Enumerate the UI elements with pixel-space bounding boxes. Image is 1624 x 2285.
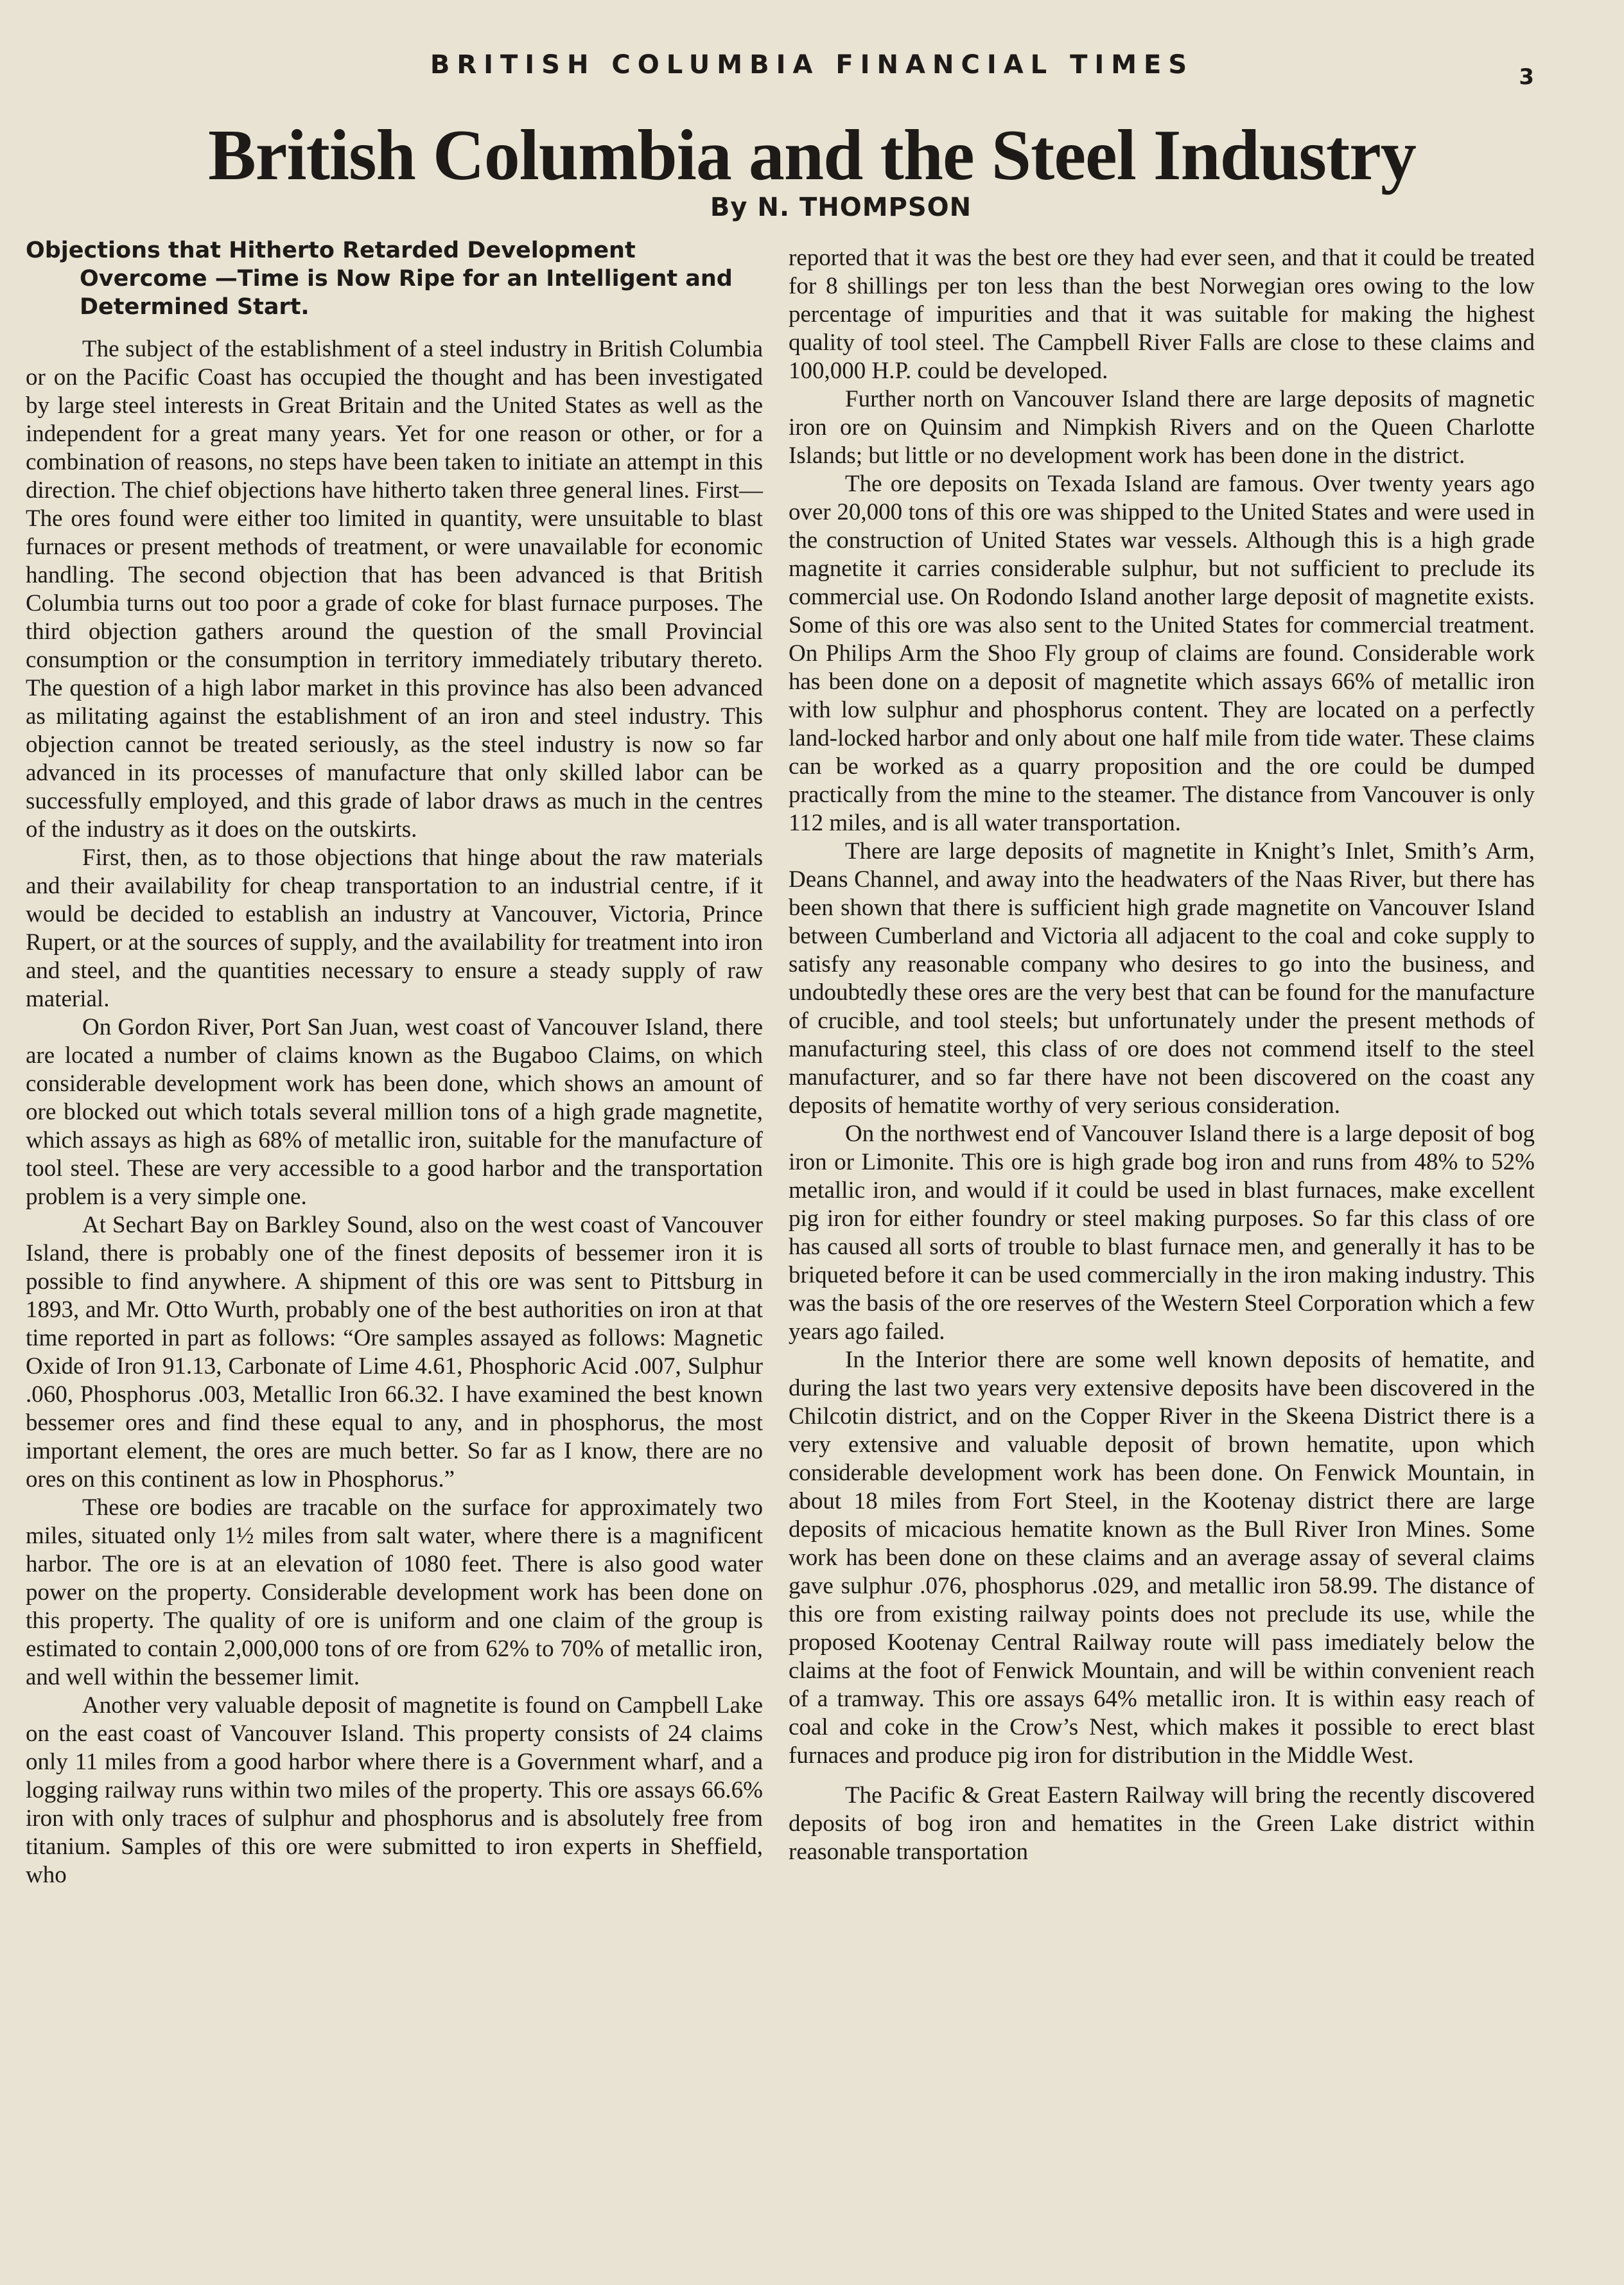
- page-number: 3: [1519, 64, 1534, 90]
- left-column: [26, 236, 763, 1889]
- right-column: [789, 244, 1535, 1866]
- paragraph: At Sechart Bay on Barkley Sound, also on the west coast of Vancouver Island, there is probably one of the finest deposits of bessemer iron it is possible to find anywhere. A shipment of this ore was sent to Pittsburg in 1893, and Mr. Otto Wurth, probably one of the best authorities on iron at that time reported in part as follows: “Ore samples assayed as follows: Magnetic Oxide of Iron 91.13, Carbonate of Lime 4.61, Phosphoric Acid .007, Sulphur .060, Phosphorus .003, Metallic Iron 66.32. I have examined the best known bessemer ores and find these equal to any, and in phosphorus, the most important element, the ores are much better. So far as I know, there are no ores on this continent as low in Phosphorus.”: [26, 1212, 763, 1493]
- paragraph: On Gordon River, Port San Juan, west coast of Vancouver Island, there are located a number of claims known as the Bugaboo Claims, on which considerable development work has been done, which shows an amount of ore blocked out which totals several million tons of a high grade magnetite, which assays as high as 68% of metallic iron, suitable for the manufacture of tool steel. These are very accessible to a good harbor and the transportation problem is a very simple one.: [26, 1014, 763, 1210]
- paragraph: There are large deposits of magnetite in Knight’s Inlet, Smith’s Arm, Deans Channel, and away into the headwaters of the Naas River, but there has been shown that there is sufficient high grade magnetite on Vancouver Island between Cumberland and Victoria all adjacent to the coal and coke supply to satisfy any reasonable company who desires to go into the business, and undoubtedly these ores are the very best that can be found for the manufacture of crucible, and tool steels; but unfortunately under the present methods of manufacturing steel, this class of ore does not commend itself to the steel manufacturer, and so far there have not been discovered on the coast any deposits of hematite worthy of very serious consideration.: [789, 838, 1535, 1119]
- byline: By N. THOMPSON: [710, 193, 972, 222]
- paragraph: Another very valuable deposit of magnetite is found on Campbell Lake on the east coast of Vancouver Island. This property consists of 24 claims only 11 miles from a good harbor where there is a Government wharf, and a logging railway runs within two miles of the property. This ore assays 66.6% iron with only traces of sulphur and phosphorus and is absolutely free from titanium. Samples of this ore were submitted to iron experts in Sheffield, who: [26, 1692, 763, 1888]
- article-title: British Columbia and the Steel Industry: [208, 116, 1416, 195]
- paragraph: First, then, as to those objections that hinge about the raw materials and their availability for cheap transportation to an industrial centre, if it would be decided to establish an industry at Vancouver, Victoria, Prince Rupert, or at the sources of supply, and the availability for treatment into iron and steel, and the quantities necessary to ensure a steady supply of raw material.: [26, 845, 763, 1012]
- paragraph: On the northwest end of Vancouver Island there is a large deposit of bog iron or Limonite. This ore is high grade bog iron and runs from 48% to 52% metallic iron, and would if it could be used in blast furnaces, make excellent pig iron for either foundry or steel making purposes. So far this class of ore has caused all sorts of trouble to blast furnace men, and generally it has to be briqueted before it can be used commercially in the iron making industry. This was the basis of the ore reserves of the Western Steel Corporation which a few years ago failed.: [789, 1121, 1535, 1345]
- paragraph: The Pacific & Great Eastern Railway will bring the recently discovered deposits of bog iron and hematites in the Green Lake district within reasonable transportation: [789, 1782, 1535, 1865]
- paragraph: These ore bodies are tracable on the surface for approximately two miles, situated only 1½ miles from salt water, where there is a magnificent harbor. The ore is at an elevation of 1080 feet. There is also good water power on the property. Considerable development work has been done on this property. The quality of ore is uniform and one claim of the group is estimated to contain 2,000,000 tons of ore from 62% to 70% of metallic iron, and well within the bessemer limit.: [26, 1494, 763, 1690]
- paragraph: Further north on Vancouver Island there are large deposits of magnetic iron ore on Quinsim and Nimpkish Rivers and on the Queen Charlotte Islands; but little or no development work has been done in the district.: [789, 386, 1535, 469]
- subhead: Objections that Hitherto Retarded Development Overcome —Time is Now Ripe for an Intelligent and Determined Start.: [26, 238, 733, 320]
- paragraph: In the Interior there are some well known deposits of hematite, and during the last two years very extensive deposits have been discovered in the Chilcotin district, and on the Copper River in the Skeena District there is a very extensive and valuable deposit of brown hematite, upon which considerable development work has been done. On Fenwick Mountain, in about 18 miles from Fort Steel, in the Kootenay district there are large deposits of micacious hematite known as the Bull River Iron Mines. Some work has been done on these claims and an average assay of several claims gave sulphur .076, phosphorus .029, and metallic iron 58.99. The distance of this ore from existing railway points does not preclude its use, while the proposed Kootenay Central Railway route will pass imediately below the claims at the foot of Fenwick Mountain, and will be within convenient reach of a tramway. This ore assays 64% metallic iron. It is within easy reach of coal and coke in the Crow’s Nest, which makes it possible to erect blast furnaces and produce pig iron for distribution in the Middle West.: [789, 1347, 1535, 1769]
- paragraph: The ore deposits on Texada Island are famous. Over twenty years ago over 20,000 tons of this ore was shipped to the United States and were used in the construction of United States war vessels. Although this is a high grade magnetite it carries considerable sulphur, but not sufficient to preclude its commercial use. On Rodondo Island another large deposit of magnetite exists. Some of this ore was also sent to the United States for commercial treatment. On Philips Arm the Shoo Fly group of claims are found. Considerable work has been done on a deposit of magnetite which assays 66% of metallic iron with low sulphur and phosphorus content. They are located on a perfectly land-locked harbor and only about one half mile from tide water. These claims can be worked as a quarry proposition and the ore could be dumped practically from the mine to the steamer. The distance from Vancouver is only 112 miles, and is all water transportation.: [789, 471, 1535, 836]
- running-head: BRITISH COLUMBIA FINANCIAL TIMES: [430, 50, 1194, 80]
- paragraph: reported that it was the best ore they had ever seen, and that it could be treated for 8 shillings per ton less than the best Norwegian ores owing to the low percentage of impurities and that it was suitable for making the highest quality of tool steel. The Campbell River Falls are close to these claims and 100,000 H.P. could be developed.: [789, 245, 1535, 384]
- paragraph: The subject of the establishment of a steel industry in British Columbia or on the Pacific Coast has occupied the thought and has been investigated by large steel interests in Great Britain and the United States as well as the independent for a great many years. Yet for one reason or other, or for a combination of reasons, no steps have been taken to initiate an attempt in this direction. The chief objections have hitherto taken three general lines. First—The ores found were either too limited in quantity, were unsuitable to blast furnaces or present methods of treatment, or were unavailable for economic handling. The second objection that has been advanced is that British Columbia turns out too poor a grade of coke for blast furnace purposes. The third objection gathers around the question of the small Provincial consumption or the consumption in territory immediately tributary thereto. The question of a high labor market in this province has also been advanced as militating against the establishment of an iron and steel industry. This objection cannot be treated seriously, as the steel industry is now so far advanced in its processes of manufacture that only skilled labor can be successfully employed, and this grade of labor draws as much in the centres of the industry as it does on the outskirts.: [26, 336, 763, 843]
